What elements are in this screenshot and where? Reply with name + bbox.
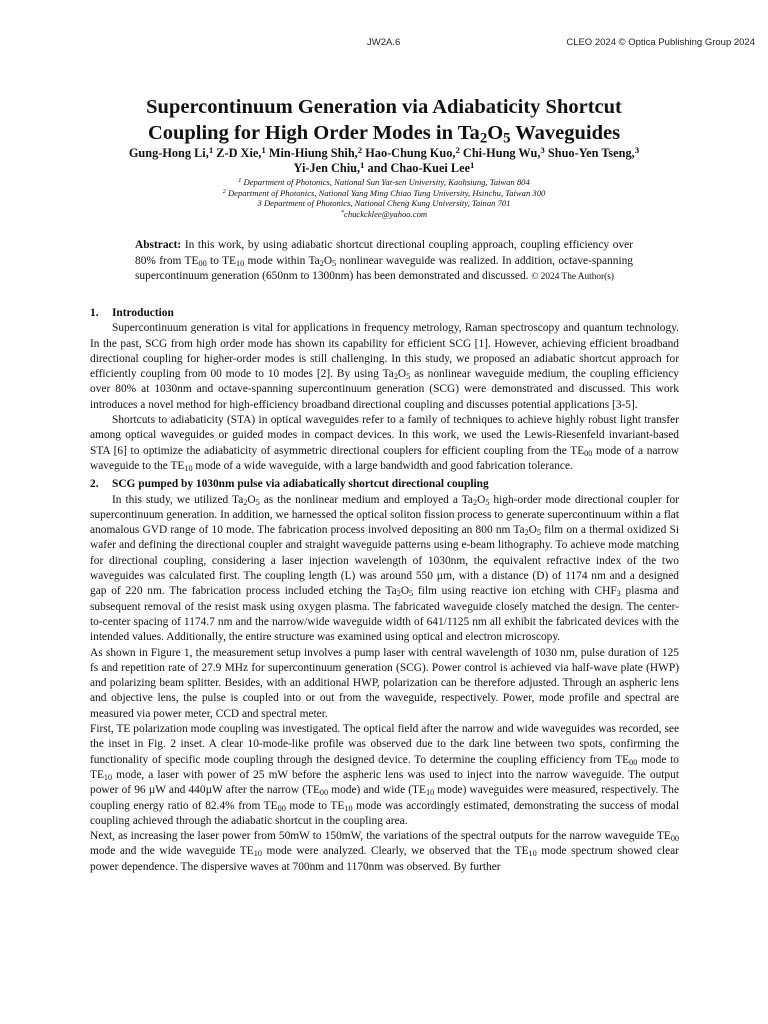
paragraph: Shortcuts to adiabaticity (STA) in optical waveguides refer to a family of techniques to achieve highly robust light transfer among optical waveguides or guided modes in compact devices. In this work, we used the Lewis-Riesenfeld invariant-based STA [6] to optimize the adiabaticity of asymmetric directional couplers for efficient coupling from the $TE_{00}$ mode of a narrow waveguide to the $TE_{10}$ mode of a wide waveguide, with a large bandwidth and good fabrication tolerance. [90,414,680,474]
body-text [90,306,679,875]
paragraph: As shown in Figure 1, the measurement setup involves a pump laser with central wavelength of 1030 nm, pulse duration of 125 fs and repetition rate of 27.9 MHz for supercontinuum generation (SCG). Power control is achieved via half-wave plate (HWP) and polarizing beam splitter. Besides, with an additional HWP, polarization can be therefore adjusted. Through an aspheric lens and objective lens, the pulse is coupled into or out from the waveguide, respectively. Power, mode profile and spectral are measured via power meter, CCD and spectral meter. [90,646,679,720]
paragraph: In this study, we utilized $Ta_2O_5$ as the nonlinear medium and employed a $Ta_2O_5$ high-order mode directional coupler for supercontinuum generation. In addition, we harnessed the optical soliton fission process to generate supercontinuum within a flat anomalous GVD range of 10 mode. The fabrication process involved depositing an 800 nm $Ta_2O_5$ film on a thermal oxidized Si wafer and defining the directional coupler and straight waveguide patterns using e-beam lithography. To achieve mode matching for directional coupling, considering a laser injection wavelength of 1030nm, the equivalent refractive index of the two waveguides was calculated first. The coupling length (L) was around 550 µm, with a distance (D) of 1174 nm and a designed gap of 220 nm. The fabrication process included etching the $Ta_2O_5$ film using reactive ion etching with $CHF_3$ plasma and subsequent removal of the resist mask using oxygen plasma. The fabricated waveguide closely matched the design. The center-to-center spacing of 1174.7 nm and the narrow/wide waveguide width of 641/1125 nm all exhibit the fabricated devices with the intended values. Additionally, the entire structure was examined using optical and electron microscopy. [90,493,679,644]
abstract-label: Abstract: [135,239,182,251]
copyright-notice: © 2024 The Author(s) [531,272,614,282]
header-conference: CLEO 2024 © Optica Publishing Group 2024 [566,37,755,48]
title-line-2: Coupling for High Order Modes in $Ta_2O_5$ Waveguides [147,122,621,147]
affiliation-1: $^1$ Department of Photonics, National Sun Yat-sen University, Kaohsiung, Taiwan 804 [238,177,530,187]
author-line-1: Gung-Hong Li,$^1$ Z-D Xie,$^1$ Min-Hiung Shih,$^2$ Hao-Chung Kuo,$^2$ Chi-Hung Wu,$^3$ Shuo-Yen Tseng,$^3$ [128,145,640,160]
author-line-2: Yi-Jen Chiu,$^1$ and Chao-Kuei Lee$^1$ [293,160,475,175]
affiliation-2: $^2$ Department of Photonics, National Yang Ming Chiao Tung University, Hsinchu, Taiwan 300 [222,187,546,198]
author-list [70,146,698,176]
abstract: Abstract: In this work, by using adiabatic shortcut directional coupling approach, coupling efficiency over 80% from $TE_{00}$ to $TE_{10}$ mode within $Ta_2O_5$ nonlinear waveguide was realized. In addition, octave-spanning supercontinuum generation (650nm to 1300nm) has been demonstrated and discussed. © 2024 The Author(s) [135,239,634,282]
section-heading-scg: 2. SCG pumped by 1030nm pulse via adiabatically shortcut directional coupling [90,478,489,491]
section-heading-introduction: 1. Introduction [90,307,174,319]
header-paper-id: JW2A.6 [367,37,401,48]
contact-email: *chuckcklee@yahoo.com [340,208,428,219]
paragraph: Next, as increasing the laser power from 50mW to 150mW, the variations of the spectral outputs for the narrow waveguide $TE_{00}$ mode and the wide waveguide $TE_{10}$ mode were analyzed. Clearly, we observed that the $TE_{10}$ mode spectrum showed clear power dependence. The dispersive waves at 700nm and 1170nm was observed. By further [90,830,679,873]
affiliations [110,177,658,219]
paper-title [60,94,708,146]
affiliation-3: 3 Department of Photonics, National Cheng Kung University, Tainan 701 [257,198,511,209]
paragraph: Supercontinuum generation is vital for applications in frequency metrology, Raman spectroscopy and quantum technology. In the past, SCG from high order mode has shown its capability for efficient SCG [1]. However, achieving efficient broadband directional coupling for higher-order modes is still challenging. In this study, we proposed an adiabatic shortcut approach for efficiently coupling from 00 mode to 10 modes [2]. By using $Ta_2O_5$ as nonlinear waveguide medium, the coupling efficiency over 80% at 1030nm and octave-spanning supercontinuum generation (SCG) were demonstrated and discussed. This work introduces a novel method for high-efficiency broadband directional coupling and discusses potential applications [3-5]. [90,322,679,411]
paragraph: First, TE polarization mode coupling was investigated. The optical field after the narrow and wide waveguides was recorded, see the inset in Fig. 2 inset. A clear 10-mode-like profile was observed due to the dark line between two spots, confirming the functionality of specific mode coupling through the designed device. To determine the coupling efficiency from $TE_{00}$ mode to $TE_{10}$ mode, a laser with power of 25 mW before the aspheric lens was used to inject into the narrow waveguide. The output power of 96 µW and 440µW after the narrow ($TE_{00}$ mode) and wide ($TE_{10}$ mode) waveguides were measured, respectively. The coupling energy ratio of 82.4% from $TE_{00}$ mode to $TE_{10}$ mode was accordingly estimated, demonstrating the success of modal coupling achieved through the adiabatic shortcut in the coupling area. [90,723,679,827]
title-line-1: Supercontinuum Generation via Adiabaticity Shortcut [146,96,622,118]
